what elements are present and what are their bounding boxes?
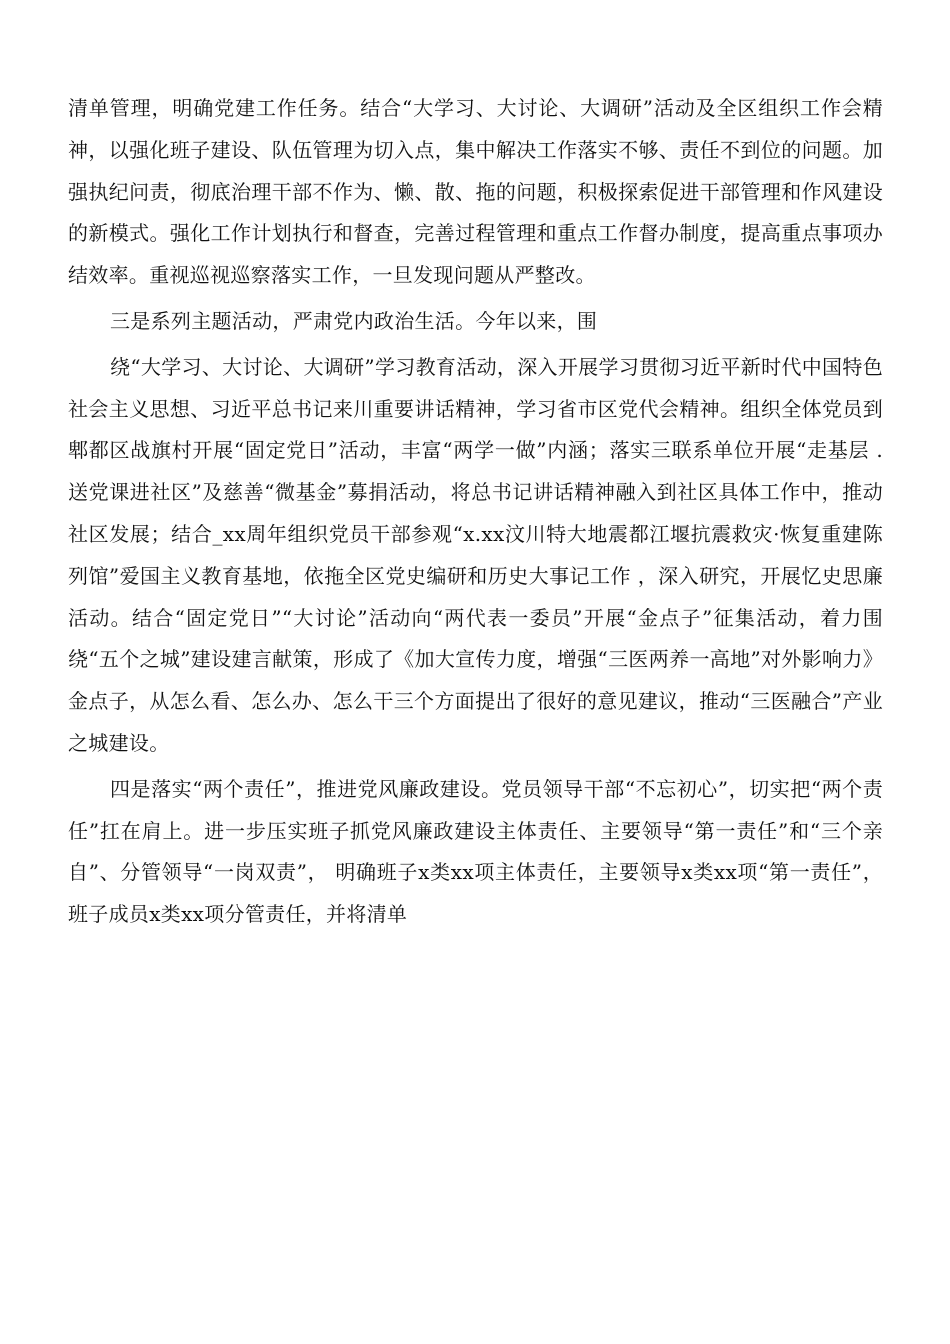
paragraph-continuation-list-management: 清单管理，明确党建工作任务。结合“大学习、大讨论、大调研”活动及全区组织工作会精神，以强化班子建设、队伍管理为切入点，集中解决工作落实不够、责任不到位的问题。加强执纪问责，彻底治理干部不作为、懒、散、拖的问题，积极探索促进干部管理和作风建设的新模式。强化工作计划执行和督查，完善过程管理和重点工作督办制度，提高重点事项办结效率。重视巡视巡察落实工作，一旦发现问题从严整改。 bbox=[68, 96, 883, 288]
paragraph-two-responsibilities: 四是落实“两个责任”，推进党风廉政建设。党员领导干部“不忘初心”，切实把“两个责任”扛在肩上。进一步压实班子抓党风廉政建设主体责任、主要领导“第一责任”和“三个亲自”、分管领导“一岗双责”， 明确班子x类xx项主体责任，主要领导x类xx项“第一责任”，班子成员x类xx项分管责任，并将清单 bbox=[68, 776, 883, 927]
paragraph-theme-activities-heading: 三是系列主题活动，严肃党内政治生活。今年以来，围 bbox=[110, 308, 598, 333]
document-body bbox=[68, 88, 883, 940]
paragraph-theme-activities-body: 绕“大学习、大讨论、大调研”学习教育活动，深入开展学习贯彻习近平新时代中国特色社会主义思想、习近平总书记来川重要讲话精神，学习省市区党代会精神。组织全体党员到郫都区战旗村开展“固定党日”活动，丰富“两学一做”内涵；落实三联系单位开展“走基层 . 送党课进社区”及慈善“微基金”募捐活动，将总书记讲话精神融入到社区具体工作中，推动社区发展；结合_xx周年组织党员干部参观“x.xx汶川特大地震都江堰抗震救灾·恢复重建陈列馆”爱国主义教育基地，依拖全区党史编研和历史大事记工作 ，深入研究，开展忆史思廉活动。结合“固定党日”“大讨论”活动向“两代表一委员”开展“金点子”征集活动，着力围绕“五个之城”建设建言献策，形成了《加大宣传力度，增强“三医两养一高地”对外影响力》金点子，从怎么看、怎么办、怎么干三个方面提出了很好的意见建议，推动“三医融合”产业之城建设。 bbox=[68, 354, 883, 755]
